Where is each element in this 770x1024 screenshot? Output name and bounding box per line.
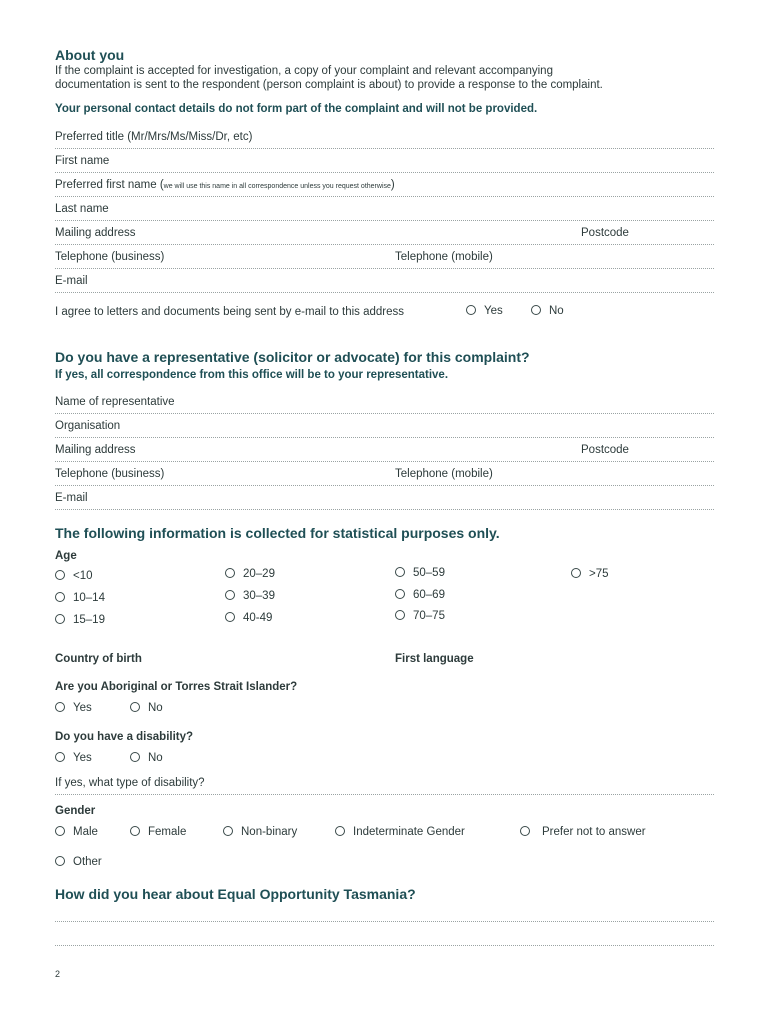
age-option[interactable] <box>225 590 275 602</box>
email-consent-question: I agree to letters and documents being sent by e-mail to this address <box>55 306 405 318</box>
aboriginal-question: Are you Aboriginal or Torres Strait Islander? <box>55 681 298 693</box>
age-option-label: 70–75 <box>413 610 445 622</box>
radio-icon[interactable] <box>466 305 476 315</box>
radio-icon[interactable] <box>55 614 65 624</box>
privacy-note: Your personal contact details do not form part of the complaint and will not be provided. <box>55 103 538 115</box>
radio-icon[interactable] <box>395 567 405 577</box>
gender-option-label: Indeterminate Gender <box>353 826 465 838</box>
rep-email-label: E-mail <box>55 492 88 504</box>
gender-label: Gender <box>55 805 96 817</box>
aboriginal-yes-label: Yes <box>73 702 92 714</box>
radio-icon[interactable] <box>225 612 235 622</box>
aboriginal-no-label: No <box>148 702 163 714</box>
title-field[interactable] <box>55 148 714 149</box>
aboriginal-no[interactable] <box>130 702 163 714</box>
rep-mailing-address-field[interactable] <box>55 461 714 462</box>
radio-icon[interactable] <box>520 826 530 836</box>
disability-question: Do you have a disability? <box>55 731 194 743</box>
age-option[interactable] <box>395 610 445 622</box>
about-heading: About you <box>55 47 125 63</box>
rep-telephone-field[interactable] <box>55 485 714 486</box>
radio-icon[interactable] <box>55 592 65 602</box>
mailing-address-field[interactable] <box>55 244 714 245</box>
age-option[interactable] <box>55 570 93 582</box>
preferred-first-name-field[interactable] <box>55 196 714 197</box>
age-option[interactable] <box>395 589 445 601</box>
aboriginal-yes[interactable] <box>55 702 92 714</box>
telephone-field[interactable] <box>55 268 714 269</box>
rep-telephone-mobile-label: Telephone (mobile) <box>395 468 493 480</box>
first-name-label: First name <box>55 155 110 167</box>
country-of-birth-label: Country of birth <box>55 653 142 665</box>
title-label: Preferred title (Mr/Mrs/Ms/Miss/Dr, etc) <box>55 131 253 143</box>
gender-option[interactable] <box>130 826 186 838</box>
radio-icon[interactable] <box>55 856 65 866</box>
gender-option[interactable] <box>223 826 297 838</box>
radio-icon[interactable] <box>130 826 140 836</box>
age-option-label: 50–59 <box>413 567 445 579</box>
radio-icon[interactable] <box>395 589 405 599</box>
age-option[interactable] <box>225 612 272 624</box>
age-option[interactable] <box>571 568 609 580</box>
email-consent-yes[interactable] <box>466 305 503 317</box>
age-option[interactable] <box>225 568 275 580</box>
rep-telephone-business-label: Telephone (business) <box>55 468 165 480</box>
country-language-field[interactable] <box>55 670 714 671</box>
gender-option[interactable] <box>335 826 465 838</box>
hear-field-line1[interactable] <box>55 921 714 922</box>
representative-heading: Do you have a representative (solicitor or advocate) for this complaint? <box>55 349 530 365</box>
radio-icon[interactable] <box>55 826 65 836</box>
disability-type-field[interactable] <box>55 794 714 795</box>
radio-icon[interactable] <box>223 826 233 836</box>
gender-option-label: Other <box>73 856 102 868</box>
statistics-heading: The following information is collected for statistical purposes only. <box>55 525 500 541</box>
hear-field-line2[interactable] <box>55 945 714 946</box>
disability-no[interactable] <box>130 752 163 764</box>
radio-icon[interactable] <box>335 826 345 836</box>
page-number: 2 <box>55 969 61 979</box>
gender-option-label: Prefer not to answer <box>542 826 646 838</box>
age-option-label: 10–14 <box>73 592 105 604</box>
age-option[interactable] <box>55 592 105 604</box>
last-name-field[interactable] <box>55 220 714 221</box>
rep-mailing-address-label: Mailing address <box>55 444 136 456</box>
email-label: E-mail <box>55 275 88 287</box>
age-option-label: >75 <box>589 568 609 580</box>
email-consent-yes-label: Yes <box>484 305 503 317</box>
email-consent-no[interactable] <box>531 305 564 317</box>
preferred-name-note: we will use this name in all correspondence unless you request otherwise <box>163 183 391 190</box>
telephone-mobile-label: Telephone (mobile) <box>395 251 493 263</box>
about-intro-line2: documentation is sent to the respondent (person complaint is about) to provide a response to the complaint. <box>55 79 603 91</box>
age-option-label: 20–29 <box>243 568 275 580</box>
radio-icon[interactable] <box>531 305 541 315</box>
age-option-label: 60–69 <box>413 589 445 601</box>
rep-name-field[interactable] <box>55 413 714 414</box>
email-field[interactable] <box>55 292 714 293</box>
radio-icon[interactable] <box>225 568 235 578</box>
gender-option-label: Male <box>73 826 98 838</box>
first-name-field[interactable] <box>55 172 714 173</box>
representative-note: If yes, all correspondence from this office will be to your representative. <box>55 369 449 381</box>
hear-heading: How did you hear about Equal Opportunity Tasmania? <box>55 886 416 902</box>
rep-name-label: Name of representative <box>55 396 175 408</box>
preferred-first-name-label <box>55 179 395 191</box>
age-option-label: 30–39 <box>243 590 275 602</box>
radio-icon[interactable] <box>225 590 235 600</box>
gender-option[interactable] <box>55 826 98 838</box>
first-language-label: First language <box>395 653 474 665</box>
last-name-label: Last name <box>55 203 109 215</box>
gender-option-label: Non-binary <box>241 826 298 838</box>
age-option-label: 15–19 <box>73 614 105 626</box>
age-option-label: 40-49 <box>243 612 273 624</box>
preferred-name-close: ) <box>390 179 395 191</box>
radio-icon[interactable] <box>395 610 405 620</box>
radio-icon[interactable] <box>130 702 140 712</box>
disability-yes[interactable] <box>55 752 92 764</box>
radio-icon[interactable] <box>55 702 65 712</box>
age-option[interactable] <box>55 614 105 626</box>
disability-type-label: If yes, what type of disability? <box>55 777 205 789</box>
postcode-label: Postcode <box>581 227 629 239</box>
rep-postcode-label: Postcode <box>581 444 629 456</box>
disability-yes-label: Yes <box>73 752 92 764</box>
rep-email-field[interactable] <box>55 509 714 510</box>
radio-icon[interactable] <box>55 752 65 762</box>
age-option-label: <10 <box>73 570 93 582</box>
rep-organisation-field[interactable] <box>55 437 714 438</box>
radio-icon[interactable] <box>130 752 140 762</box>
gender-option[interactable] <box>520 826 646 838</box>
disability-no-label: No <box>148 752 163 764</box>
about-intro-line1: If the complaint is accepted for investigation, a copy of your complaint and relevant accompanying <box>55 65 553 77</box>
preferred-first-name-text: Preferred first name ( <box>55 179 164 191</box>
gender-option-label: Female <box>148 826 187 838</box>
gender-option[interactable] <box>55 856 102 868</box>
mailing-address-label: Mailing address <box>55 227 136 239</box>
rep-organisation-label: Organisation <box>55 420 121 432</box>
age-label: Age <box>55 550 77 562</box>
radio-icon[interactable] <box>55 570 65 580</box>
radio-icon[interactable] <box>571 568 581 578</box>
email-consent-no-label: No <box>549 305 564 317</box>
telephone-business-label: Telephone (business) <box>55 251 165 263</box>
age-option[interactable] <box>395 567 445 579</box>
